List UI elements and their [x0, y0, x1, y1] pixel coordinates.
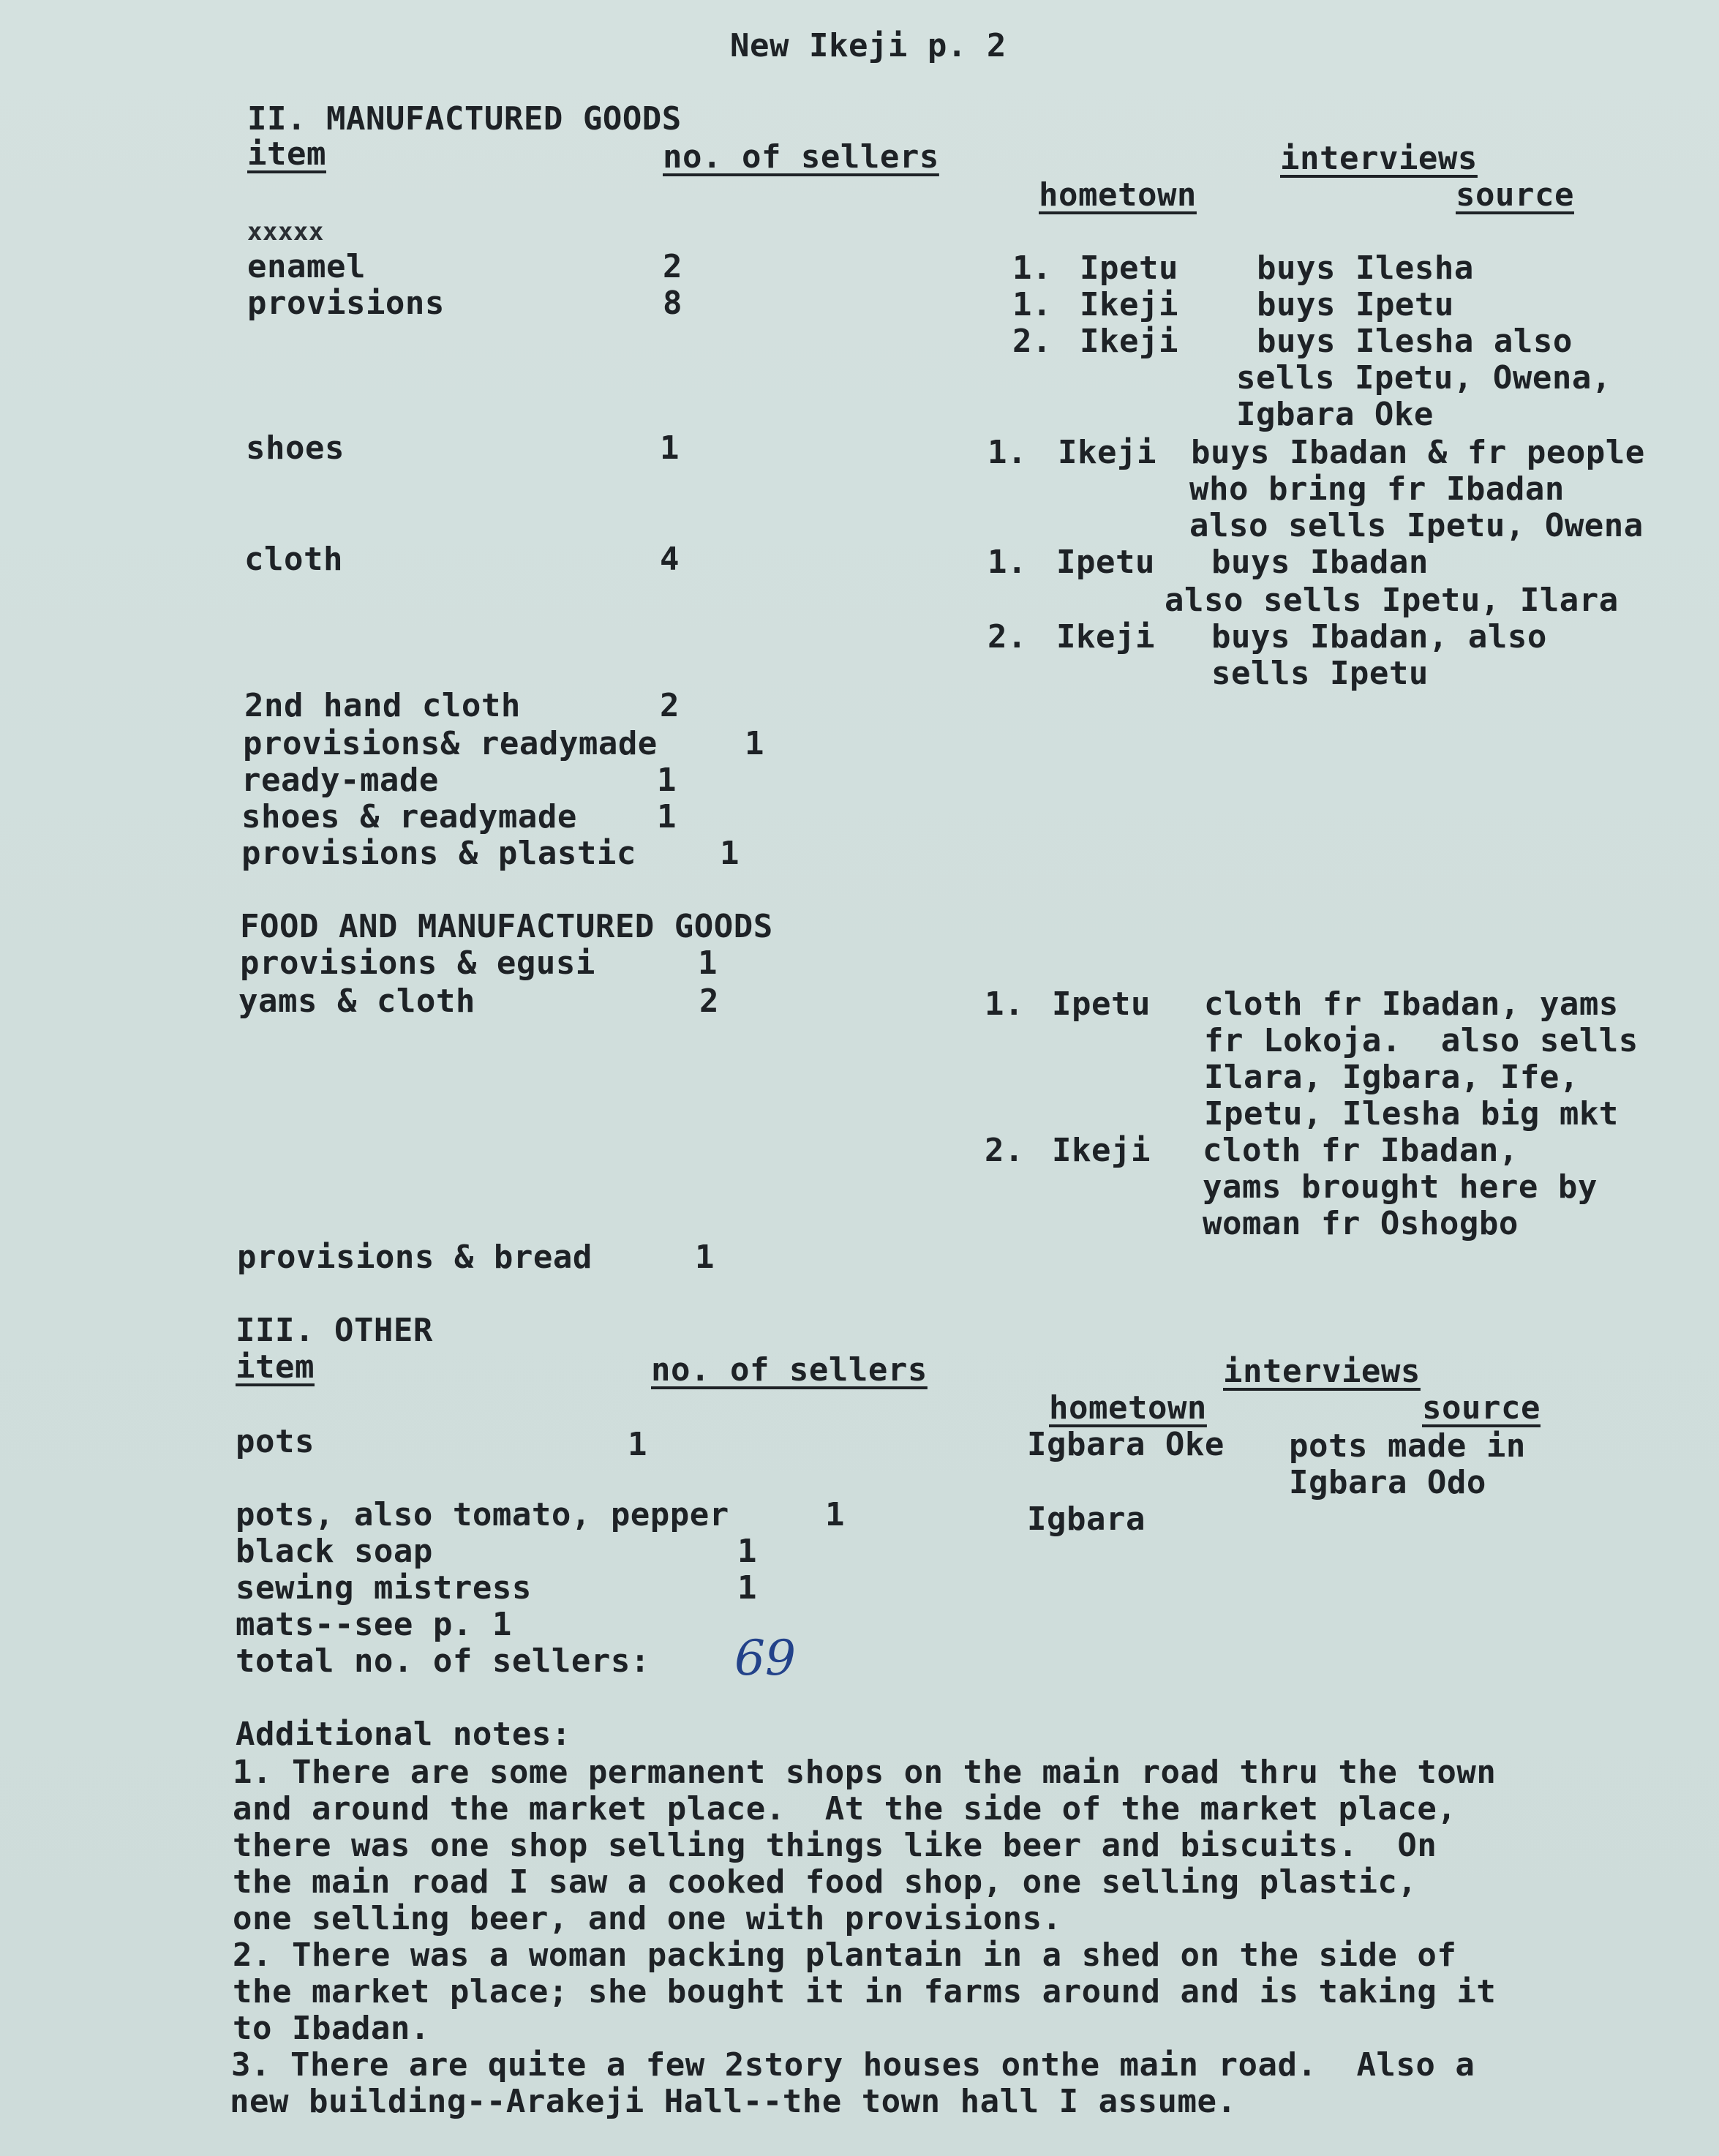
seller-count: 1: [628, 1426, 647, 1463]
entry-hometown: Ikeji: [1080, 286, 1178, 323]
total-sellers-label: total no. of sellers:: [236, 1642, 650, 1680]
handwritten-total: 69: [734, 1630, 796, 1686]
entry-number: 2.: [1012, 323, 1052, 360]
notes-line: to Ibadan.: [233, 2010, 430, 2047]
entry-source-line: yams brought here by: [1203, 1168, 1598, 1206]
entry-source-line: sells Ipetu, Owena,: [1236, 359, 1611, 397]
item-label: shoes: [246, 429, 345, 467]
col-item-header: item: [247, 135, 326, 173]
notes-line: the main road I saw a cooked food shop, one selling plastic,: [233, 1863, 1418, 1901]
entry-source-line: woman fr Oshogbo: [1203, 1205, 1519, 1242]
entry-source-line: buys Ilesha also: [1257, 323, 1573, 360]
seller-count: 1: [698, 944, 718, 982]
notes-line: and around the market place. At the side of the market place,: [233, 1790, 1457, 1828]
entry-number: 1.: [985, 985, 1024, 1023]
seller-count: 1: [825, 1496, 845, 1533]
item-label: pots, also tomato, pepper: [236, 1496, 729, 1533]
entry-source-line: buys Ilesha: [1257, 249, 1474, 287]
entry-source-line: Ipetu, Ilesha big mkt: [1204, 1095, 1619, 1133]
item-label: enamel: [247, 248, 366, 285]
seller-count: 2: [663, 248, 682, 285]
item-label: provisions & egusi: [240, 944, 595, 982]
col-interviews-header: interviews: [1223, 1353, 1421, 1390]
notes-line: 3. There are quite a few 2story houses onthe main road. Also a: [231, 2046, 1475, 2084]
entry-number: 2.: [985, 1132, 1024, 1169]
section-heading-manufactured: II. MANUFACTURED GOODS: [247, 100, 682, 138]
item-label: provisions: [247, 285, 445, 322]
item-label: yams & cloth: [238, 983, 475, 1020]
entry-source-line: buys Ibadan, also: [1211, 618, 1547, 656]
seller-count: 4: [660, 541, 680, 578]
section-heading-other: III. OTHER: [236, 1312, 433, 1349]
col-interviews-header: interviews: [1280, 140, 1478, 177]
entry-source-line: also sells Ipetu, Ilara: [1165, 582, 1619, 619]
seller-count: 1: [737, 1569, 757, 1607]
col-hometown-header: hometown: [1039, 176, 1197, 214]
notes-line: new building--Arakeji Hall--the town hall I assume.: [230, 2083, 1237, 2120]
col-sellers-header: no. of sellers: [651, 1351, 928, 1389]
entry-source-line: Ilara, Igbara, Ife,: [1204, 1059, 1579, 1096]
entry-hometown: Ipetu: [1056, 544, 1155, 581]
item-label: pots: [236, 1423, 315, 1460]
entry-source-line: buys Ibadan: [1211, 544, 1429, 581]
col-sellers-header: no. of sellers: [663, 138, 939, 176]
item-label: ready-made: [241, 762, 439, 799]
notes-line: one selling beer, and one with provisions.: [233, 1900, 1062, 1937]
entry-hometown: Ikeji: [1058, 434, 1156, 471]
item-label: cloth: [244, 541, 343, 578]
notes-heading: Additional notes:: [236, 1716, 571, 1753]
seller-count: 1: [745, 725, 764, 762]
entry-source-line: Igbara Oke: [1236, 396, 1434, 433]
section-heading-food-manufactured: FOOD AND MANUFACTURED GOODS: [240, 908, 773, 945]
entry-hometown: Igbara Oke: [1027, 1426, 1225, 1463]
entry-number: 1.: [988, 544, 1027, 581]
seller-count: 1: [720, 835, 740, 872]
entry-hometown: Ipetu: [1052, 985, 1151, 1023]
entry-source-line: buys Ipetu: [1257, 286, 1454, 323]
notes-line: 2. There was a woman packing plantain in a shed on the side of: [233, 1937, 1457, 1974]
entry-source-line: Igbara Odo: [1289, 1464, 1486, 1501]
entry-source-line: buys Ibadan & fr people: [1191, 434, 1645, 471]
entry-source-line: pots made in: [1289, 1427, 1526, 1465]
struck-out-text: xxxxx: [247, 217, 324, 247]
item-label: black soap: [236, 1533, 433, 1570]
entry-source-line: fr Lokoja. also sells: [1204, 1022, 1639, 1059]
entry-source-line: sells Ipetu: [1211, 655, 1429, 692]
entry-number: 2.: [988, 618, 1027, 656]
seller-count: 8: [663, 285, 682, 322]
entry-source-line: who bring fr Ibadan: [1189, 470, 1565, 508]
item-label: sewing mistress: [236, 1569, 532, 1607]
col-item-header: item: [236, 1348, 315, 1386]
entry-number: 1.: [988, 434, 1027, 471]
seller-count: 1: [695, 1239, 715, 1276]
seller-count: 2: [699, 983, 719, 1020]
seller-count: 1: [657, 762, 677, 799]
entry-hometown: Igbara: [1027, 1500, 1146, 1538]
entry-hometown: Ikeji: [1056, 618, 1155, 656]
seller-count: 1: [737, 1533, 757, 1570]
entry-source-line: cloth fr Ibadan,: [1203, 1132, 1519, 1169]
item-label: provisions& readymade: [243, 725, 658, 762]
col-source-header: source: [1422, 1389, 1541, 1427]
notes-line: there was one shop selling things like beer and biscuits. On: [233, 1827, 1437, 1864]
item-label: provisions & plastic: [241, 835, 636, 872]
entry-hometown: Ikeji: [1052, 1132, 1151, 1169]
page-title: New Ikeji p. 2: [730, 27, 1007, 64]
item-label: shoes & readymade: [241, 798, 577, 835]
entry-hometown: Ikeji: [1080, 323, 1178, 360]
col-hometown-header: hometown: [1049, 1389, 1207, 1427]
entry-source-line: also sells Ipetu, Owena: [1189, 507, 1644, 544]
item-label: 2nd hand cloth: [244, 687, 521, 724]
entry-number: 1.: [1012, 286, 1052, 323]
seller-count: 1: [657, 798, 677, 835]
entry-source-line: cloth fr Ibadan, yams: [1204, 985, 1619, 1023]
item-label: mats--see p. 1: [236, 1606, 512, 1643]
seller-count: 1: [660, 429, 680, 467]
item-label: provisions & bread: [237, 1239, 593, 1276]
entry-number: 1.: [1012, 249, 1052, 287]
entry-hometown: Ipetu: [1080, 249, 1178, 287]
col-source-header: source: [1456, 176, 1574, 214]
notes-line: the market place; she bought it in farms around and is taking it: [233, 1973, 1497, 2010]
notes-line: 1. There are some permanent shops on the main road thru the town: [233, 1754, 1497, 1791]
seller-count: 2: [660, 687, 680, 724]
